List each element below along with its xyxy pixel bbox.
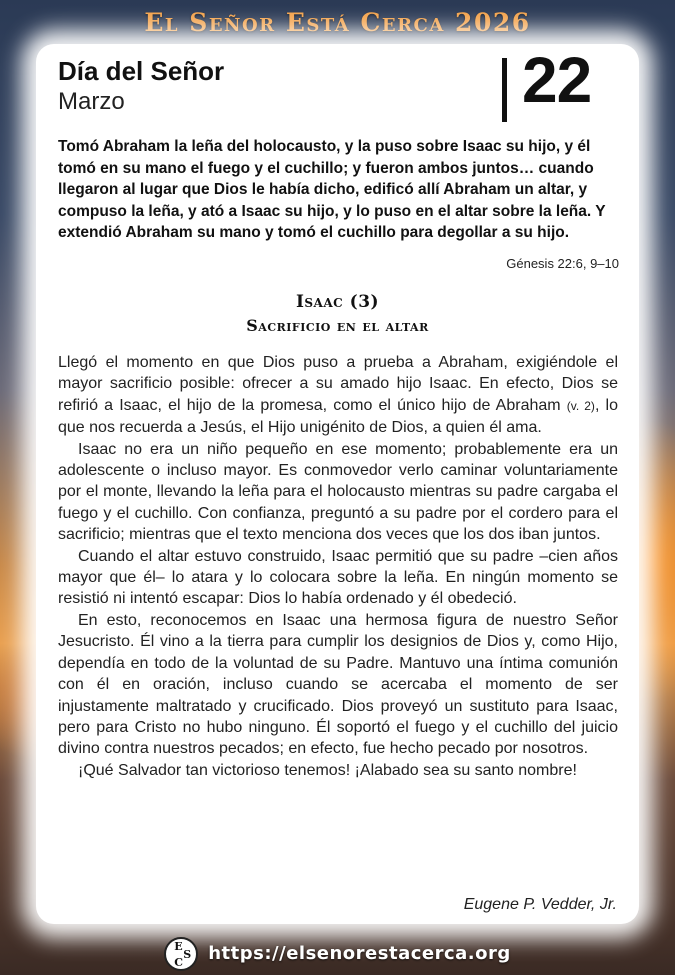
verse-ref-inline: (v. 2) [566,398,595,413]
devotional-card [36,44,639,924]
paragraph-4: En esto, reconocemos en Isaac una hermosa figura de nuestro Señor Jesucristo. Él vino a la tierra para cumplir los designios de Dios y, como Hijo, dependía en todo de la voluntad de su Padre. Mantuvo una íntima comunión con él en oración, incluso cuando se acercaba el momento de ser injustamente maltratado y crucificado. Dios proveyó un sustituto para Isaac, pero para Cristo no hubo ninguno. Él soportó el fuego y el cuchillo del juicio divino contra nuestros pecados; en efecto, fue hecho pecado por nosotros. [58,611,618,758]
day-label: Día del Señor [58,56,225,86]
scripture-verse: Tomó Abraham la leña del holocausto, y la puso sobre Isaac su hijo, y él tomó en su mano el fuego y el cuchillo; y fueron ambos juntos… cuando llegaron al lugar que Dios le había dicho, edificó allí Abraham un altar, y compuso la leña, y ató a Isaac su hijo, y lo puso en el altar sobre la leña. Y extendió Abraham su mano y tomó el cuchillo para degollar a su hijo. [58,138,606,241]
logo-letter-e: E [174,939,183,953]
esc-logo-icon [164,937,198,971]
banner-title: El Señor Está Cerca 2026 [144,7,531,37]
paragraph-3: Cuando el altar estuvo construido, Isaac permitió que su padre –cien años mayor que él– lo atara y lo colocara sobre la leña. En ningún momento se resistió ni intentó escapar: Dios lo había ordenado y él obedeció. [58,547,618,608]
date-divider [502,58,507,122]
paragraph-1 [58,352,618,439]
paragraph-2: Isaac no era un niño pequeño en ese momento; probablemente era un adolescente o incluso mayor. Es conmovedor verlo caminar voluntariamente por el monte, llevando la leña para el holocausto mientras su padre cargaba el fuego y el cuchillo. Con confianza, preguntó a su padre por el cordero para el sacrificio; mientras que el texto menciona dos veces que los dos iban juntos. [58,440,618,544]
logo-letter-s: S [183,947,192,961]
article-subtitle: Sacrificio en el altar [246,316,429,335]
paragraph-1-text-b: , lo que nos recuerda a Jesús, el Hijo unigénito de Dios, a quien él ama. [58,396,618,437]
article-author: Eugene P. Vedder, Jr. [463,896,617,913]
logo-letter-c: C [174,955,183,969]
scripture-reference: Génesis 22:6, 9–10 [506,256,619,271]
day-number: 22 [522,44,592,116]
paragraph-1-text-a: Llegó el momento en que Dios puso a prueba a Abraham, exigiéndole el mayor sacrificio posible: ofrecer a su amado hijo Isaac. En efecto, Dios se refirió a Isaac, el hijo de la promesa, como el único hijo de Abraham [58,354,618,414]
website-link[interactable]: https://elsenorestacerca.org [208,943,511,964]
footer [0,932,675,975]
article-title: Isaac (3) [295,292,380,312]
paragraph-5: ¡Qué Salvador tan victorioso tenemos! ¡Alabado sea su santo nombre! [78,761,577,779]
month-label: Marzo [58,88,125,115]
article-body [58,352,618,781]
